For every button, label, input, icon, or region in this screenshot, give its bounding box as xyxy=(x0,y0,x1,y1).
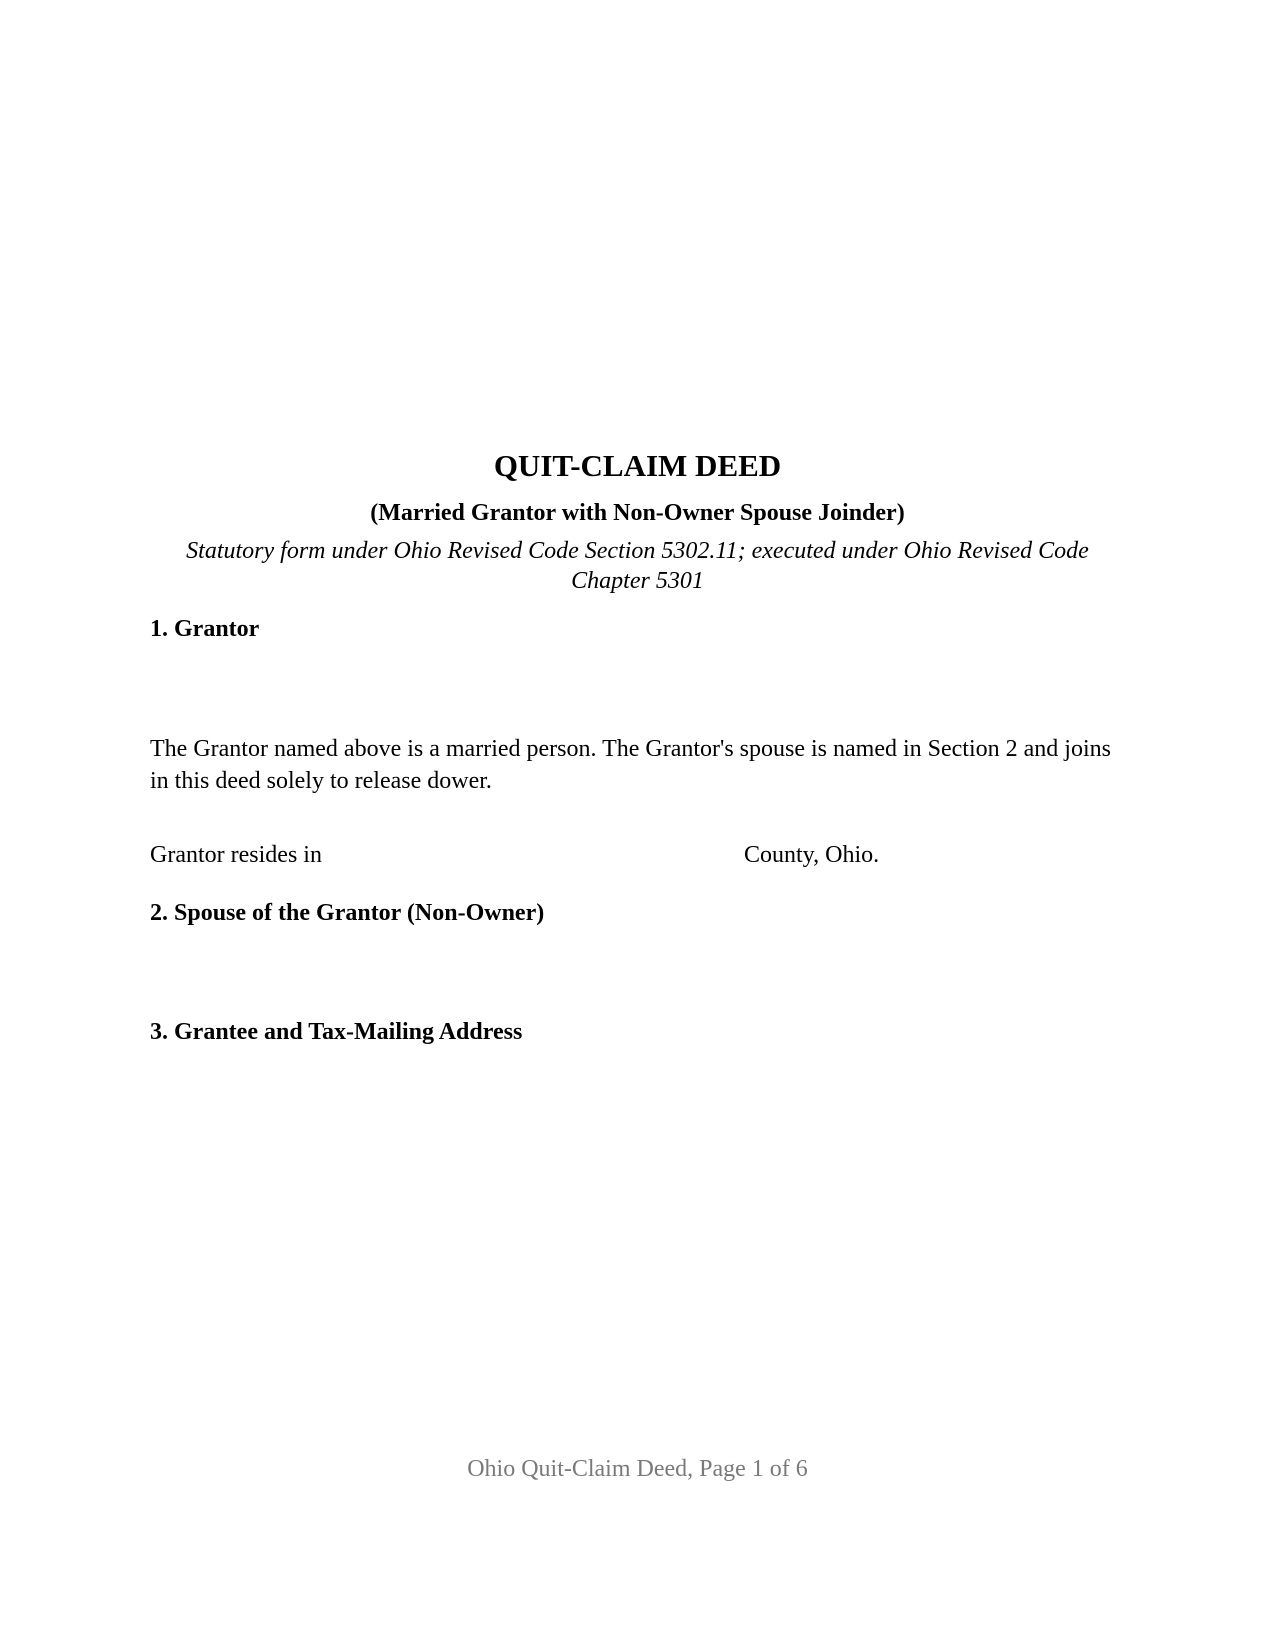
county-label: County, Ohio. xyxy=(744,842,880,868)
section-heading-grantee: 3. Grantee and Tax-Mailing Address xyxy=(150,1019,523,1045)
grantor-marital-paragraph: The Grantor named above is a married person. The Grantor's spouse is named in Section 2 and joins in this deed solely to release dower. xyxy=(150,736,1111,794)
document-title: QUIT-CLAIM DEED xyxy=(493,448,782,483)
statute-line: Statutory form under Ohio Revised Code Section 5302.11; executed under Ohio Revised Code Chapter 5301 xyxy=(186,538,1089,594)
document-subtitle: (Married Grantor with Non-Owner Spouse Joinder) xyxy=(370,500,905,526)
grantor-resides-label: Grantor resides in xyxy=(150,842,322,868)
section-heading-grantor: 1. Grantor xyxy=(150,616,260,642)
section-heading-spouse: 2. Spouse of the Grantor (Non-Owner) xyxy=(150,900,545,926)
page-footer: Ohio Quit-Claim Deed, Page 1 of 6 xyxy=(467,1456,808,1482)
